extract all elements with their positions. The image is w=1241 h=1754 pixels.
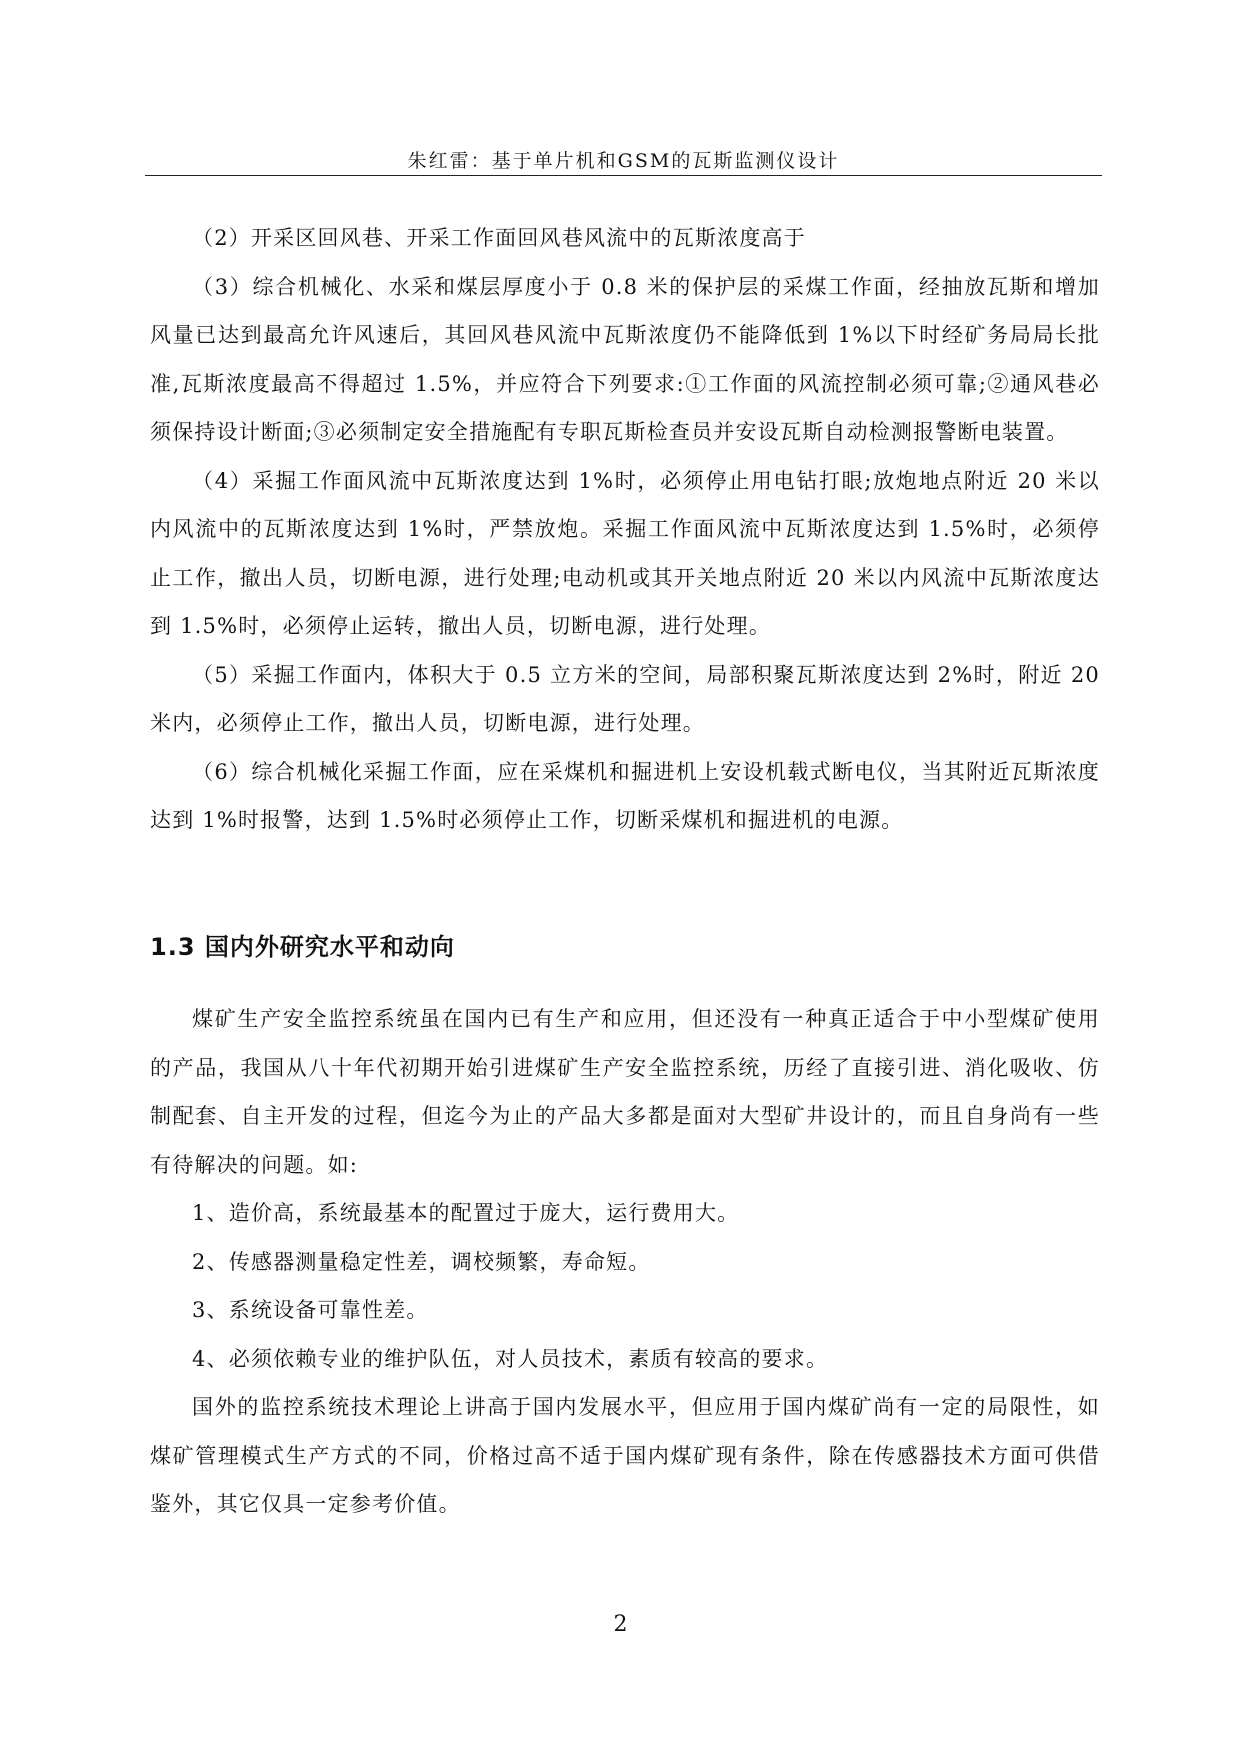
body-text-upper xyxy=(150,214,1100,845)
paragraph: 国外的监控系统技术理论上讲高于国内发展水平，但应用于国内煤矿尚有一定的局限性，如煤矿管理模式生产方式的不同，价格过高不适于国内煤矿现有条件，除在传感器技术方面可供借鉴外，其它仅具一定参考价值。 xyxy=(150,1395,1100,1516)
paragraph: （4）采掘工作面风流中瓦斯浓度达到 1%时，必须停止用电钻打眼;放炮地点附近 20 米以内风流中的瓦斯浓度达到 1%时，严禁放炮。采掘工作面风流中瓦斯浓度达到 1.5%时，必须停止工作，撤出人员，切断电源，进行处理;电动机或其开关地点附近 20 米以内风流中瓦斯浓度达到 1.5%时，必须停止运转，撤出人员，切断电源，进行处理。 xyxy=(150,468,1100,638)
paragraph: （6）综合机械化采掘工作面，应在采煤机和掘进机上安设机载式断电仪，当其附近瓦斯浓度达到 1%时报警，达到 1.5%时必须停止工作，切断采煤机和掘进机的电源。 xyxy=(150,759,1100,832)
list-item: 4、必须依赖专业的维护队伍，对人员技术，素质有较高的要求。 xyxy=(192,1346,829,1371)
section-heading: 1.3 国内外研究水平和动向 xyxy=(150,933,455,961)
list-item: 1、造价高，系统最基本的配置过于庞大，运行费用大。 xyxy=(192,1201,740,1225)
paragraph: （5）采掘工作面内，体积大于 0.5 立方米的空间，局部积聚瓦斯浓度达到 2%时，附近 20 米内，必须停止工作，撤出人员，切断电源，进行处理。 xyxy=(150,662,1100,735)
running-header: 朱红雷：基于单片机和GSM的瓦斯监测仪设计 xyxy=(407,150,840,172)
paragraph: 煤矿生产安全监控系统虽在国内已有生产和应用，但还没有一种真正适合于中小型煤矿使用的产品，我国从八十年代初期开始引进煤矿生产安全监控系统，历经了直接引进、消化吸收、仿制配套、自主开发的过程，但迄今为止的产品大多都是面对大型矿井设计的，而且自身尚有一些有待解决的问题。如: xyxy=(150,1007,1100,1177)
list-item: 2、传感器测量稳定性差，调校频繁，寿命短。 xyxy=(192,1249,651,1274)
list-item: 3、系统设备可靠性差。 xyxy=(192,1298,429,1322)
header-divider xyxy=(145,175,1102,176)
page-number: 2 xyxy=(613,1612,628,1637)
paragraph: （2）开采区回风巷、开采工作面回风巷风流中的瓦斯浓度高于 xyxy=(192,226,806,250)
body-text-lower xyxy=(150,995,1100,1529)
paragraph: （3）综合机械化、水采和煤层厚度小于 0.8 米的保护层的采煤工作面，经抽放瓦斯和增加风量已达到最高允许风速后，其回风巷风流中瓦斯浓度仍不能降低到 1%以下时经矿务局局长批准,瓦斯浓度最高不得超过 1.5%，并应符合下列要求:①工作面的风流控制必须可靠;②通风巷必须保持设计断面;③必须制定安全措施配有专职瓦斯检查员并安设瓦斯自动检测报警断电装置。 xyxy=(150,274,1100,444)
